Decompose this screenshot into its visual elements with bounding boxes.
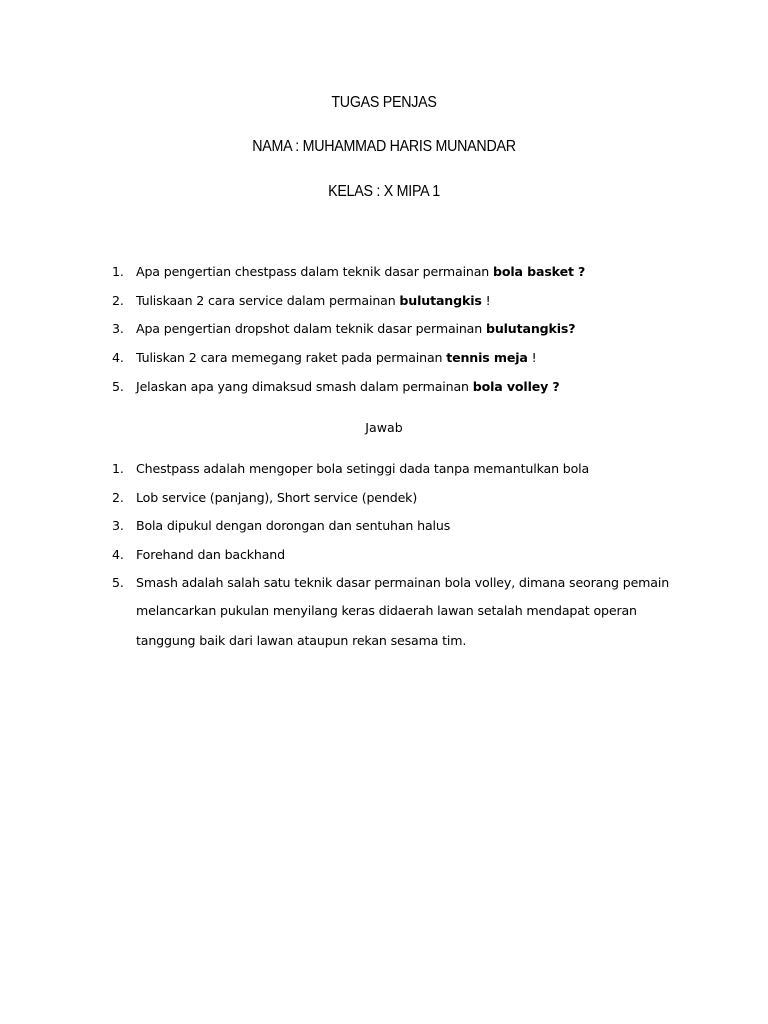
- question-number: 2.: [112, 293, 124, 308]
- question-tail: !: [527, 350, 537, 365]
- question-emphasis: tennis meja: [446, 350, 528, 365]
- document-title: TUGAS PENJAS: [331, 94, 437, 111]
- answer-text: Bola dipukul dengan dorongan dan sentuhan halus: [136, 518, 451, 533]
- question-emphasis: bola volley ?: [472, 379, 560, 394]
- answer-item: [0, 545, 768, 565]
- answer-continuation-line: tanggung baik dari lawan ataupun rekan sesama tim.: [136, 633, 467, 648]
- answer-item: [0, 516, 768, 536]
- question-emphasis: bola basket ?: [493, 264, 586, 279]
- question-item: [0, 319, 768, 339]
- answer-item: [0, 573, 768, 593]
- question-text: [136, 291, 490, 311]
- answer-number: 1.: [112, 461, 124, 476]
- question-number: 1.: [112, 264, 124, 279]
- answer-number: 3.: [112, 518, 124, 533]
- answer-text: Smash adalah salah satu teknik dasar permainan bola volley, dimana seorang pemain: [136, 575, 670, 590]
- question-item: [0, 291, 768, 311]
- question-text: [136, 377, 560, 397]
- answer-number: 4.: [112, 547, 124, 562]
- question-text: [136, 319, 575, 339]
- question-item: [0, 262, 768, 282]
- question-text: [136, 262, 585, 282]
- question-plain: Tuliskaan 2 cara service dalam permainan: [136, 293, 400, 308]
- question-plain: Apa pengertian chestpass dalam teknik dasar permainan: [136, 264, 493, 279]
- answer-item: [0, 488, 768, 508]
- student-name: NAMA : MUHAMMAD HARIS MUNANDAR: [252, 138, 516, 155]
- question-number: 3.: [112, 321, 124, 336]
- answer-item: [0, 459, 768, 479]
- answer-text: Lob service (panjang), Short service (pendek): [136, 490, 418, 505]
- answer-text: Chestpass adalah mengoper bola setinggi dada tanpa memantulkan bola: [136, 461, 590, 476]
- question-plain: Jelaskan apa yang dimaksud smash dalam permainan: [136, 379, 473, 394]
- answer-number: 5.: [112, 575, 124, 590]
- question-plain: Tuliskan 2 cara memegang raket pada permainan: [136, 350, 447, 365]
- question-item: [0, 348, 768, 368]
- question-tail: !: [481, 293, 491, 308]
- question-number: 5.: [112, 379, 124, 394]
- answer-continuation-line: melancarkan pukulan menyilang keras didaerah lawan setalah mendapat operan: [136, 603, 637, 618]
- question-emphasis: bulutangkis: [399, 293, 482, 308]
- question-plain: Apa pengertian dropshot dalam teknik dasar permainan: [136, 321, 486, 336]
- question-text: [136, 348, 537, 368]
- answer-number: 2.: [112, 490, 124, 505]
- question-item: [0, 377, 768, 397]
- answer-heading: Jawab: [365, 420, 403, 435]
- answer-text: Forehand dan backhand: [136, 547, 285, 562]
- question-number: 4.: [112, 350, 124, 365]
- student-class: KELAS : X MIPA 1: [328, 183, 440, 200]
- question-emphasis: bulutangkis?: [485, 321, 576, 336]
